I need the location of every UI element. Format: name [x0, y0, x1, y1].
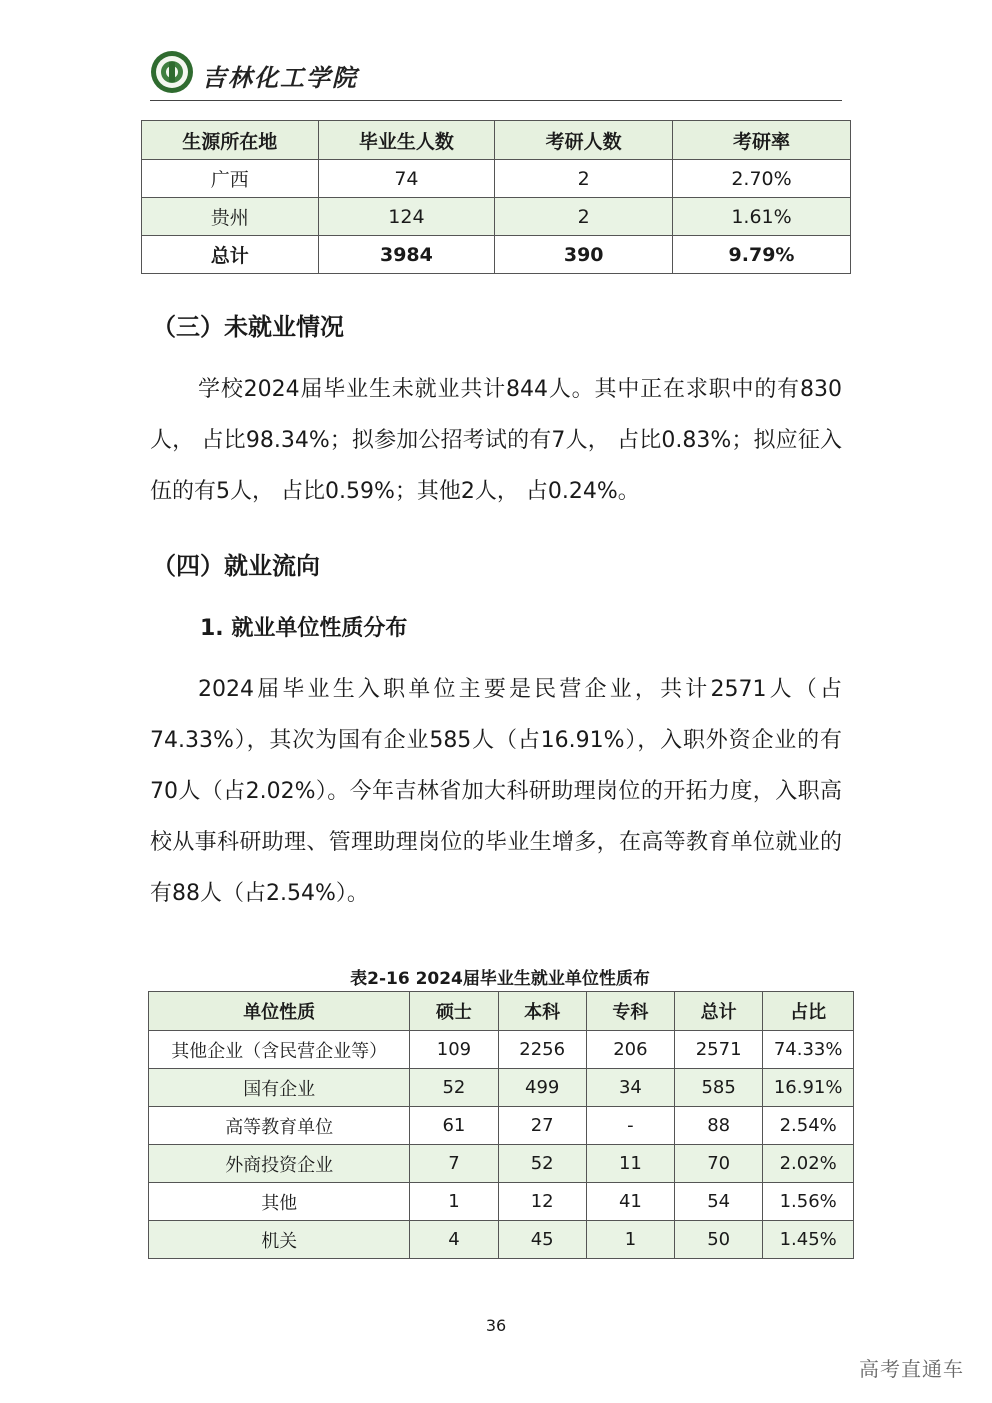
table-caption: 表2-16 2024届毕业生就业单位性质布 [350, 969, 650, 989]
table-cell: 61 [410, 1107, 498, 1145]
header-total: 总计 [674, 992, 762, 1031]
table-cell: 88 [674, 1107, 762, 1145]
table-row [149, 1069, 854, 1107]
table-cell: 广西 [142, 160, 319, 198]
table-cell: 45 [498, 1221, 586, 1259]
table-cell: 其他企业（含民营企业等） [149, 1031, 410, 1069]
table-cell: 7 [410, 1145, 498, 1183]
table-cell: 2.70% [673, 160, 851, 198]
table-cell: 2 [495, 198, 673, 236]
page-header [150, 48, 842, 101]
table-cell: 2.02% [763, 1145, 854, 1183]
table-cell: - [586, 1107, 674, 1145]
table-cell: 1.45% [763, 1221, 854, 1259]
table-cell: 74.33% [763, 1031, 854, 1069]
header-postgrad-rate: 考研率 [673, 121, 851, 160]
table-cell: 2256 [498, 1031, 586, 1069]
table-cell: 外商投资企业 [149, 1145, 410, 1183]
table-cell: 4 [410, 1221, 498, 1259]
table-cell: 1 [410, 1183, 498, 1221]
table-cell: 2.54% [763, 1107, 854, 1145]
paragraph-employer-type: 2024届毕业生入职单位主要是民营企业，共计2571人（占74.33%），其次为国有企业585人（占16.91%），入职外资企业的有70人（占2.02%）。今年吉林省加大科研助理岗位的开拓力度，入职高校从事科研助理、管理助理岗位的毕业生增多，在高等教育单位就业的有88人（占2.54%）。 [150, 677, 842, 906]
table-row [149, 1031, 854, 1069]
header-bachelor: 本科 [498, 992, 586, 1031]
table-cell: 国有企业 [149, 1069, 410, 1107]
table-row [149, 1221, 854, 1259]
header-associate: 专科 [586, 992, 674, 1031]
table-row [149, 1183, 854, 1221]
header-master: 硕士 [410, 992, 498, 1031]
table-cell: 390 [495, 236, 673, 274]
table-cell: 总计 [142, 236, 319, 274]
table-header-row [142, 121, 851, 160]
table-cell: 高等教育单位 [149, 1107, 410, 1145]
header-graduates: 毕业生人数 [318, 121, 495, 160]
table-cell: 机关 [149, 1221, 410, 1259]
table-cell: 1.61% [673, 198, 851, 236]
table-cell: 贵州 [142, 198, 319, 236]
table-header-row [149, 992, 854, 1031]
table-cell: 70 [674, 1145, 762, 1183]
table-row [142, 198, 851, 236]
table-row [149, 1145, 854, 1183]
table-cell: 其他 [149, 1183, 410, 1221]
section-heading-unemployment: （三）未就业情况 [152, 313, 344, 341]
table-cell: 74 [318, 160, 495, 198]
table-cell: 27 [498, 1107, 586, 1145]
table-cell: 206 [586, 1031, 674, 1069]
school-logo-icon [150, 50, 194, 94]
table-cell: 1 [586, 1221, 674, 1259]
table-total-row [142, 236, 851, 274]
table-cell: 1.56% [763, 1183, 854, 1221]
table-cell: 11 [586, 1145, 674, 1183]
table-cell: 109 [410, 1031, 498, 1069]
section-heading-employment-flow: （四）就业流向 [152, 552, 320, 580]
table-cell: 499 [498, 1069, 586, 1107]
table-cell: 50 [674, 1221, 762, 1259]
watermark: 高考直通车 [859, 1357, 964, 1381]
table-cell: 12 [498, 1183, 586, 1221]
table-cell: 9.79% [673, 236, 851, 274]
subheading-employer-type: 1. 就业单位性质分布 [200, 616, 408, 641]
school-name: 吉林化工学院 [202, 63, 358, 92]
header-employer-type: 单位性质 [149, 992, 410, 1031]
table-cell: 52 [498, 1145, 586, 1183]
header-postgrad-count: 考研人数 [495, 121, 673, 160]
table-cell: 585 [674, 1069, 762, 1107]
page-number: 36 [485, 1316, 507, 1335]
table-cell: 2 [495, 160, 673, 198]
table-row [142, 160, 851, 198]
paragraph-unemployment: 学校2024届毕业生未就业共计844人。其中正在求职中的有830人， 占比98.34%；拟参加公招考试的有7人， 占比0.83%；拟应征入伍的有5人， 占比0.59%；其他2人， 占0.24%。 [150, 377, 842, 504]
table-cell: 41 [586, 1183, 674, 1221]
table-cell: 16.91% [763, 1069, 854, 1107]
header-region: 生源所在地 [142, 121, 319, 160]
table-cell: 52 [410, 1069, 498, 1107]
table-employer-type [148, 991, 854, 1259]
table-cell: 124 [318, 198, 495, 236]
table-cell: 3984 [318, 236, 495, 274]
table-cell: 34 [586, 1069, 674, 1107]
table-admission-by-region [141, 120, 851, 274]
table-row [149, 1107, 854, 1145]
table-cell: 54 [674, 1183, 762, 1221]
header-share: 占比 [763, 992, 854, 1031]
table-cell: 2571 [674, 1031, 762, 1069]
